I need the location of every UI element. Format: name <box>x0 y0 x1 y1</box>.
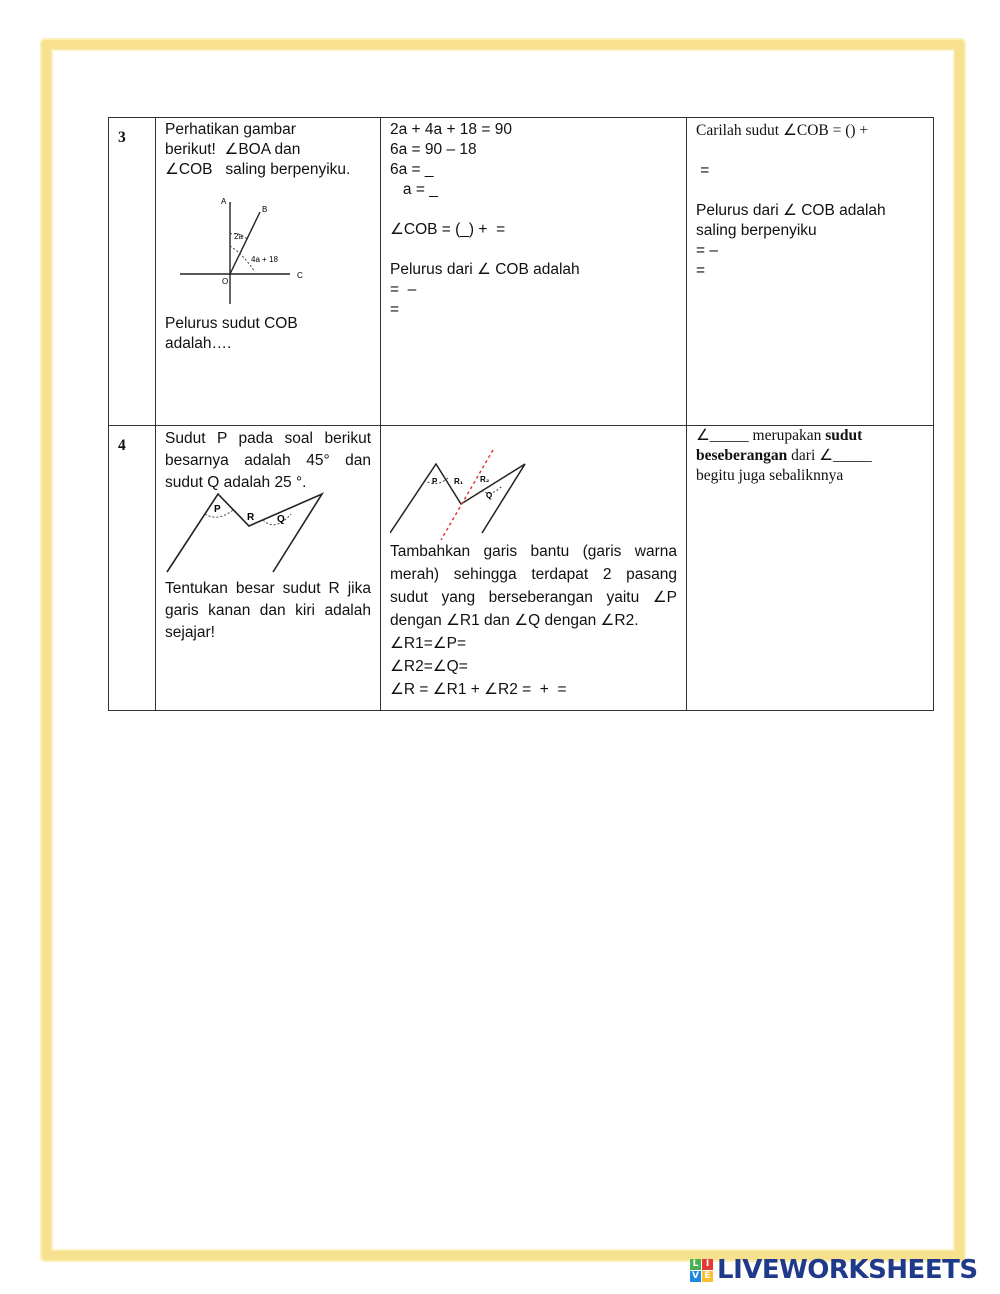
hint-bold: sudut beseberangan <box>696 427 863 464</box>
hint-line: saling berpenyiku <box>696 222 817 239</box>
line-ob <box>230 212 260 274</box>
label-p: P <box>432 477 438 486</box>
hint-line <box>696 141 924 161</box>
question-text: Sudut P pada soal berikut besarnya adalah 45° dan sudut Q adalah 25 °. <box>165 430 371 491</box>
hint-text: merupakan <box>748 427 826 444</box>
work-line: = – <box>390 281 417 298</box>
hint-cell <box>687 118 934 426</box>
label-p: P <box>214 504 221 515</box>
zigzag-lines <box>167 494 322 572</box>
label-c: C <box>297 271 303 280</box>
zigzag-lines <box>390 464 525 533</box>
work-line: Pelurus dari ∠ COB adalah <box>390 261 580 278</box>
label-b: B <box>262 205 268 214</box>
work-line: ∠R2=∠Q= <box>390 658 468 675</box>
work-cell <box>381 118 687 426</box>
work-line: 6a = _ <box>390 161 434 178</box>
work-paragraph: Tambahkan garis bantu (garis warna merah) sehingga terdapat 2 pasang sudut yang berseberangan yaitu ∠P dengan ∠R1 dan ∠Q dengan ∠R2. <box>390 543 677 629</box>
angle-blank: ∠_____ <box>819 447 872 464</box>
work-line <box>390 200 677 220</box>
label-a: A <box>221 197 227 206</box>
hint-text: begitu juga sebaliknnya <box>696 467 844 484</box>
work-line: ∠R1=∠P= <box>390 635 467 652</box>
question-cell <box>156 426 381 711</box>
hint-line: Carilah sudut ∠COB = () + <box>696 122 869 139</box>
logo-text: LIVEWORKSHEETS <box>717 1255 978 1285</box>
question-text: Tentukan besar sudut R jika garis kanan dan kiri adalah sejajar! <box>165 580 371 641</box>
hint-line: = <box>696 162 710 179</box>
question-line: Perhatikan gambar <box>165 121 296 138</box>
angle-figure <box>165 184 365 314</box>
liveworksheets-logo <box>690 1255 978 1285</box>
question-line: Pelurus sudut COB <box>165 315 298 332</box>
worksheet-table <box>108 117 934 711</box>
label-2a: 2a <box>234 232 243 241</box>
hint-cell <box>687 426 934 711</box>
angle-blank: ∠_____ <box>696 427 749 444</box>
work-line: ∠R = ∠R1 + ∠R2 = + = <box>390 681 567 698</box>
logo-mark: L I V E <box>690 1259 713 1282</box>
hint-text: dari <box>787 447 820 464</box>
label-r: R <box>247 512 255 523</box>
label-r1: R₁ <box>454 477 464 486</box>
label-q: Q <box>277 514 285 525</box>
work-line: a = _ <box>390 181 438 198</box>
work-cell <box>381 426 687 711</box>
label-o: O <box>222 277 229 286</box>
hint-line: Pelurus dari ∠ COB adalah <box>696 202 886 219</box>
question-number: 4 <box>109 426 156 711</box>
work-line <box>390 240 677 260</box>
question-number: 3 <box>109 118 156 426</box>
auxiliary-line-figure <box>390 428 680 540</box>
label-q: Q <box>486 491 493 500</box>
hint-line <box>696 181 924 201</box>
question-cell <box>156 118 381 426</box>
hint-line: = <box>696 262 706 279</box>
table-row <box>109 118 934 426</box>
question-line: ∠COB saling berpenyiku. <box>165 161 351 178</box>
question-line: adalah…. <box>165 335 232 352</box>
label-r2: R₂ <box>480 475 490 484</box>
zigzag-figure <box>165 488 375 578</box>
work-line: = <box>390 301 400 318</box>
question-line: berikut! ∠BOA dan <box>165 141 301 158</box>
work-line: 2a + 4a + 18 = 90 <box>390 121 512 138</box>
work-line: ∠COB = (_) + = <box>390 221 506 238</box>
table-row <box>109 426 934 711</box>
work-line: 6a = 90 – 18 <box>390 141 477 158</box>
label-4a18: 4a + 18 <box>251 255 278 264</box>
hint-line: = – <box>696 242 718 259</box>
